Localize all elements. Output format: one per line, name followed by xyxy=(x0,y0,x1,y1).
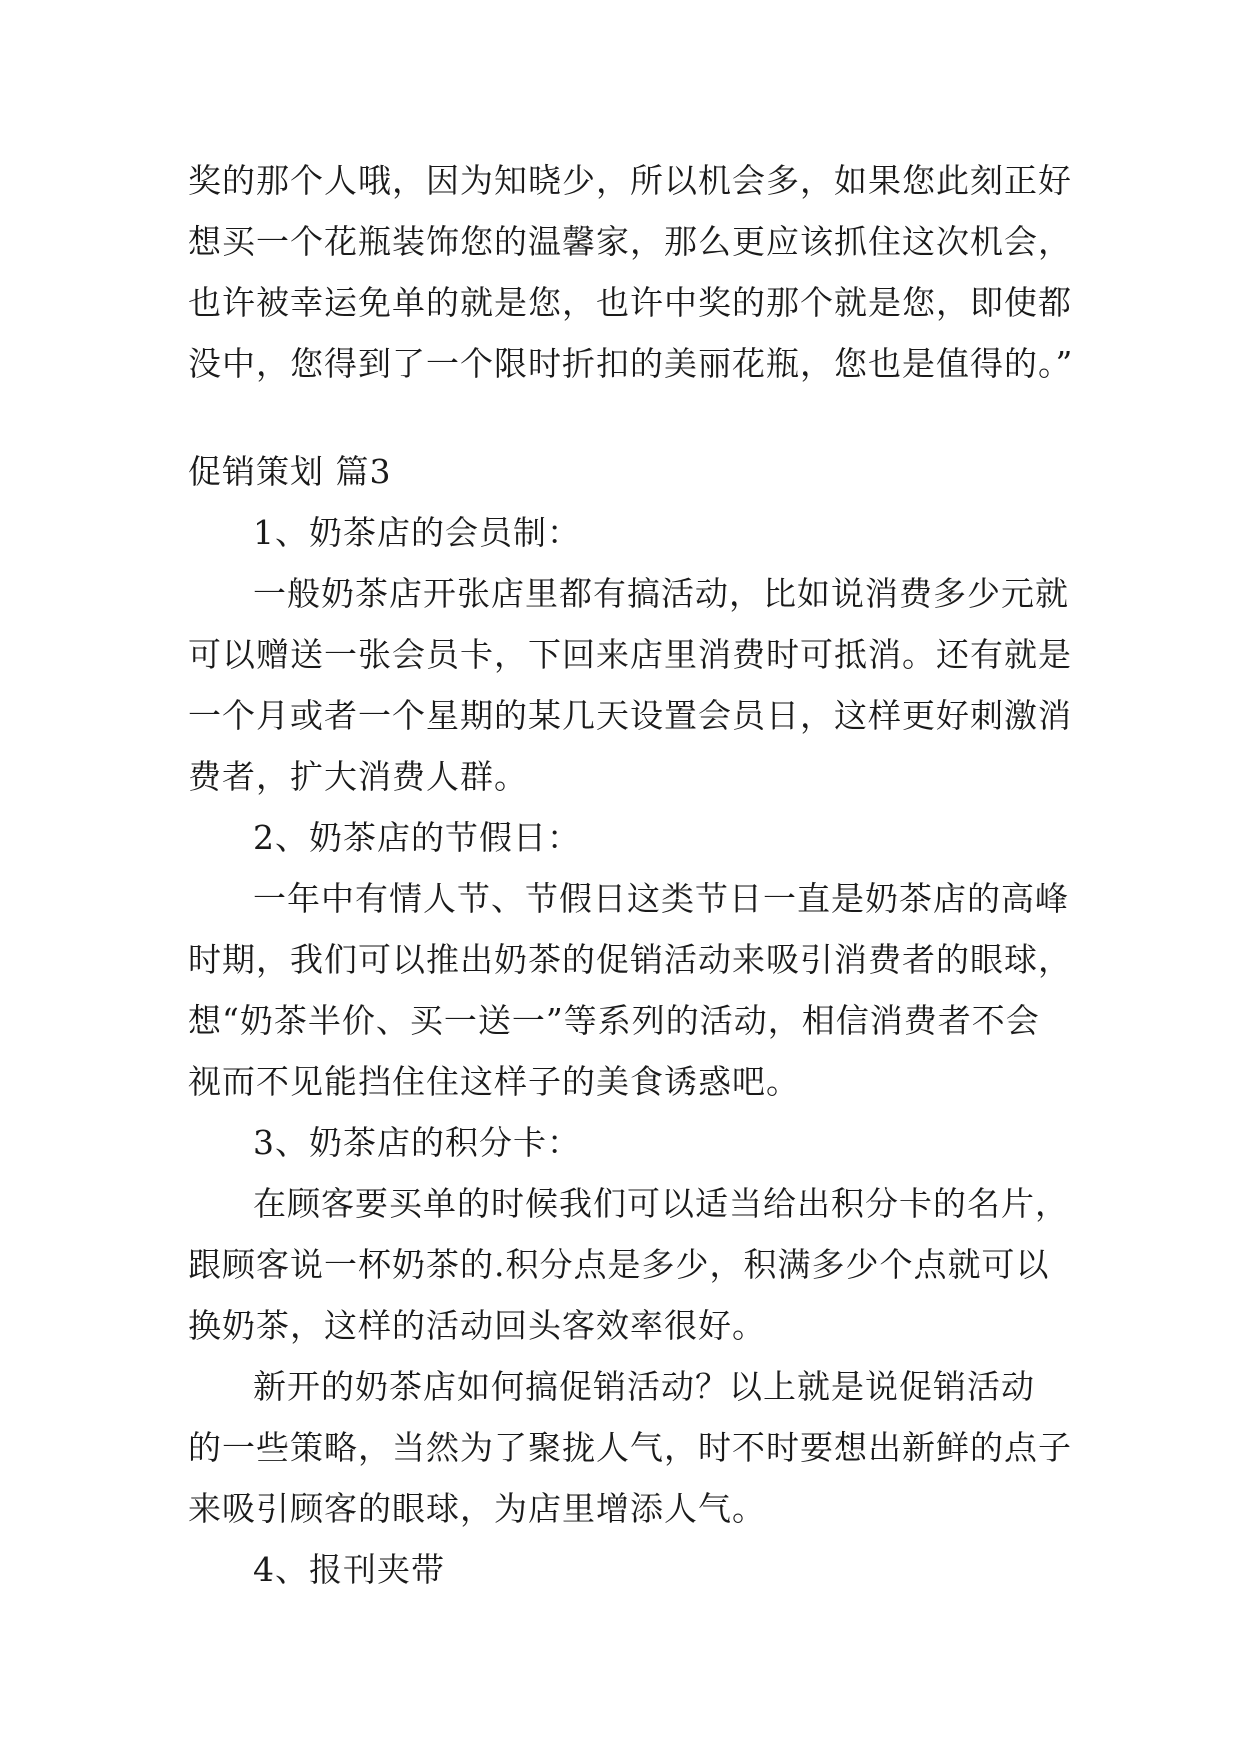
paragraph-line: 的一些策略，当然为了聚拢人气，时不时要想出新鲜的点子 xyxy=(188,1428,1072,1467)
paragraph-line: 一个月或者一个星期的某几天设置会员日，这样更好刺激消 xyxy=(188,696,1072,735)
list-item-heading: 3、奶茶店的积分卡： xyxy=(253,1123,581,1162)
paragraph-line: 一般奶茶店开张店里都有搞活动，比如说消费多少元就 xyxy=(253,574,1069,613)
section-heading: 促销策划 篇3 xyxy=(188,452,392,491)
paragraph-line: 费者，扩大消费人群。 xyxy=(188,757,528,796)
paragraph-line: 在顾客要买单的时候我们可以适当给出积分卡的名片， xyxy=(253,1184,1069,1223)
paragraph-line: 换奶茶，这样的活动回头客效率很好。 xyxy=(188,1306,766,1345)
paragraph-line: 一年中有情人节、节假日这类节日一直是奶茶店的高峰 xyxy=(253,879,1069,918)
paragraph-line: 也许被幸运免单的就是您，也许中奖的那个就是您，即使都 xyxy=(188,283,1072,322)
paragraph-line: 想“奶茶半价、买一送一”等系列的活动，相信消费者不会 xyxy=(188,1001,1040,1040)
paragraph-line: 新开的奶茶店如何搞促销活动？以上就是说促销活动 xyxy=(253,1367,1035,1406)
list-item-heading: 2、奶茶店的节假日： xyxy=(253,818,581,857)
list-item-heading: 1、奶茶店的会员制： xyxy=(253,513,581,552)
list-item-heading: 4、报刊夹带 xyxy=(253,1550,445,1589)
paragraph-line: 奖的那个人哦，因为知晓少，所以机会多，如果您此刻正好 xyxy=(188,161,1072,200)
paragraph-line: 跟顾客说一杯奶茶的.积分点是多少，积满多少个点就可以 xyxy=(188,1245,1050,1284)
paragraph-line: 想买一个花瓶装饰您的温馨家，那么更应该抓住这次机会， xyxy=(188,222,1072,261)
paragraph-line: 可以赠送一张会员卡，下回来店里消费时可抵消。还有就是 xyxy=(188,635,1072,674)
paragraph-line: 时期，我们可以推出奶茶的促销活动来吸引消费者的眼球， xyxy=(188,940,1072,979)
paragraph-line: 视而不见能挡住住这样子的美食诱惑吧。 xyxy=(188,1062,800,1101)
paragraph-line: 来吸引顾客的眼球，为店里增添人气。 xyxy=(188,1489,766,1528)
paragraph-line: 没中，您得到了一个限时折扣的美丽花瓶，您也是值得的。” xyxy=(188,344,1074,383)
